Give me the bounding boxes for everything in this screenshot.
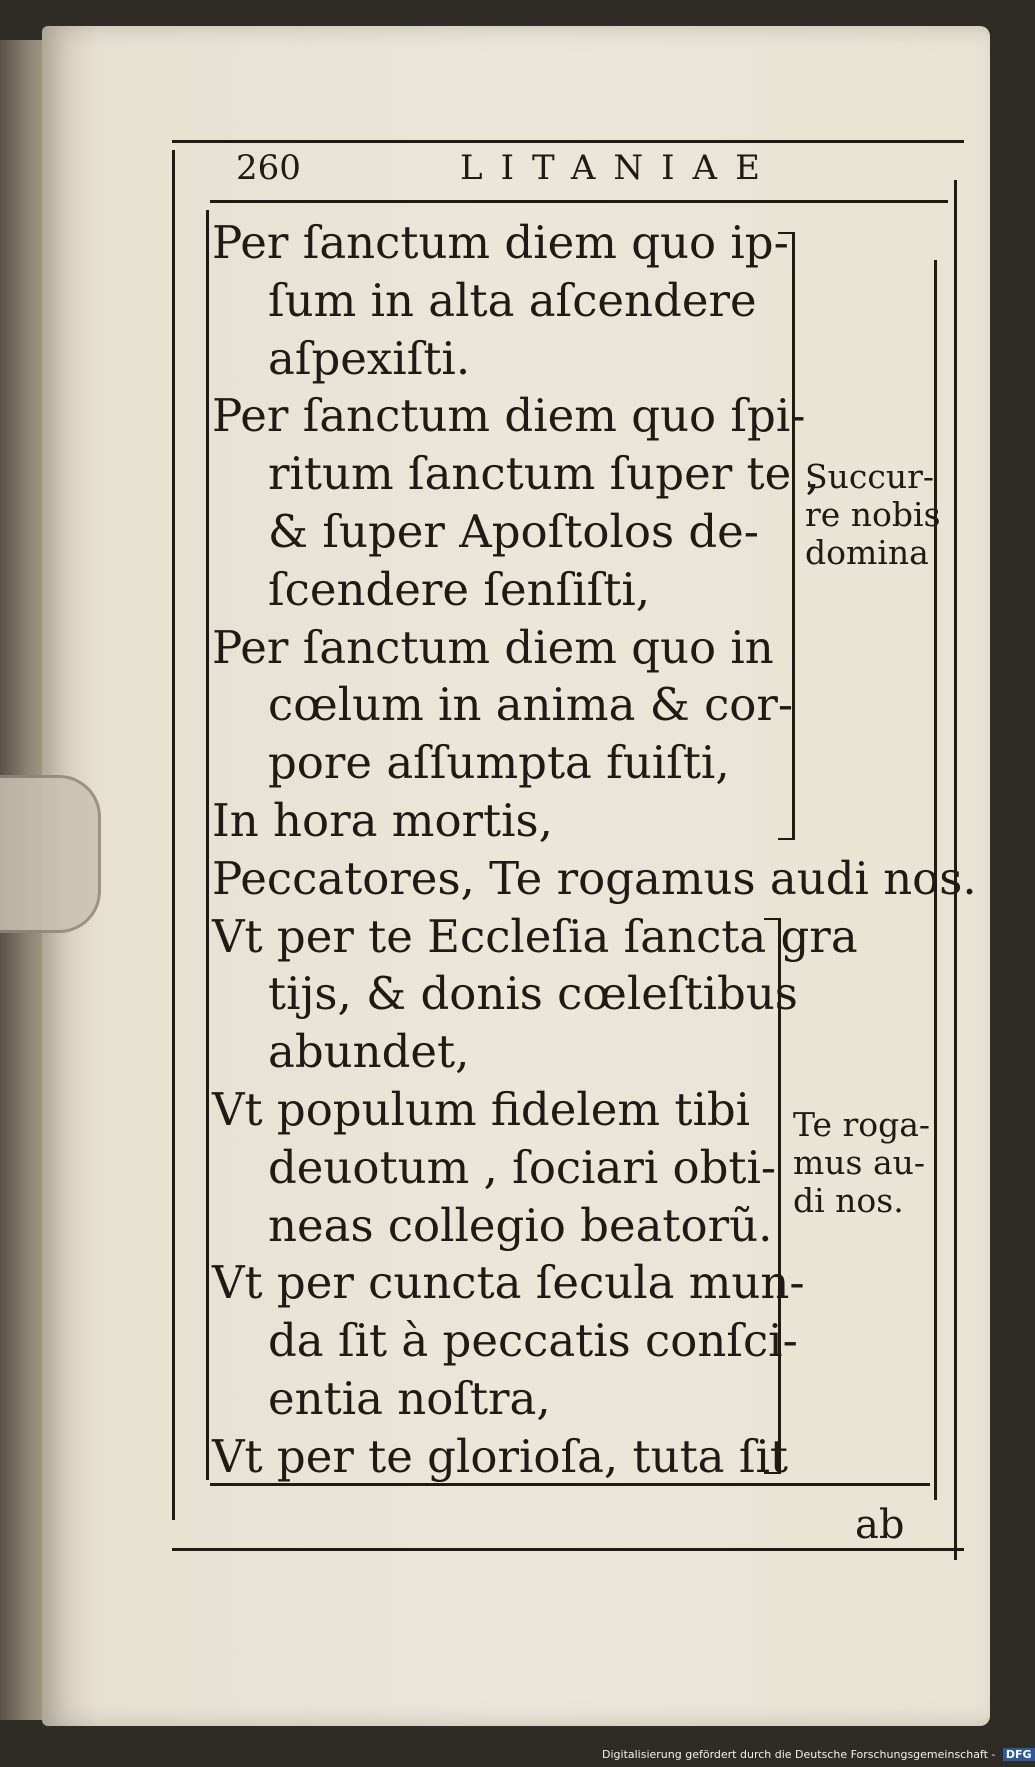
page-marker-tab — [0, 775, 101, 933]
response-line: di nos. — [793, 1181, 904, 1220]
text-line: abundet, — [268, 1025, 470, 1079]
response-line: Te roga- — [793, 1105, 931, 1144]
header-rule — [210, 200, 948, 203]
text-line: da ſit à peccatis conſci- — [268, 1314, 798, 1368]
response-line: re nobis — [805, 495, 941, 534]
text-line: cœlum in anima & cor- — [268, 678, 794, 732]
text-line: Vt per te Eccleſia ſancta gra — [212, 909, 858, 963]
frame-left-rule — [172, 150, 175, 1520]
response-line: mus au- — [793, 1143, 926, 1182]
text-line: ritum ſanctum ſuper te , — [268, 447, 820, 501]
litany-text — [212, 214, 977, 1486]
text-line: ſcendere ſenſiſti, — [268, 562, 651, 616]
text-left-rule — [206, 210, 209, 1480]
text-line: deuotum , ſociari obti- — [268, 1140, 777, 1194]
response-line: Succur- — [805, 457, 935, 496]
text-line: entia noſtra, — [268, 1371, 551, 1425]
response-bracket-first — [778, 232, 795, 840]
text-line: tijs, & donis cœleſtibus — [268, 967, 798, 1021]
dfg-logo: DFG — [1003, 1748, 1035, 1761]
text-line: ſum in alta aſcendere — [268, 273, 757, 327]
catchword: ab — [855, 1502, 905, 1548]
text-line: Vt per cuncta ſecula mun- — [212, 1256, 805, 1310]
response-line: domina — [805, 533, 929, 572]
text-line: Peccatores, Te rogamus audi nos. — [212, 851, 977, 905]
digitization-credit — [602, 1748, 1035, 1761]
text-line: Per ſanctum diem quo ſpi- — [212, 389, 806, 443]
credit-text: Digitalisierung gefördert durch die Deutsche Forschungsgemeinschaft - — [602, 1748, 996, 1761]
running-title: LITANIAE — [460, 148, 778, 188]
text-line: Vt per te glorioſa, tuta ſit — [212, 1429, 788, 1483]
response-bracket-second — [764, 918, 781, 1474]
response-succurre — [805, 458, 955, 572]
text-line: neas collegio beatorũ. — [268, 1198, 773, 1252]
text-line: Per ſanctum diem quo in — [212, 620, 774, 674]
text-line: pore aſſumpta fuiſti, — [268, 736, 730, 790]
text-line: Vt populum fidelem tibi — [212, 1082, 751, 1136]
response-te-rogamus — [793, 1106, 943, 1220]
text-line: aſpexiſti. — [268, 331, 471, 385]
text-line: In hora mortis, — [212, 793, 553, 847]
text-line: Per ſanctum diem quo ip- — [212, 216, 789, 269]
page-number: 260 — [236, 148, 301, 188]
text-line: & ſuper Apoſtolos de- — [268, 504, 760, 558]
